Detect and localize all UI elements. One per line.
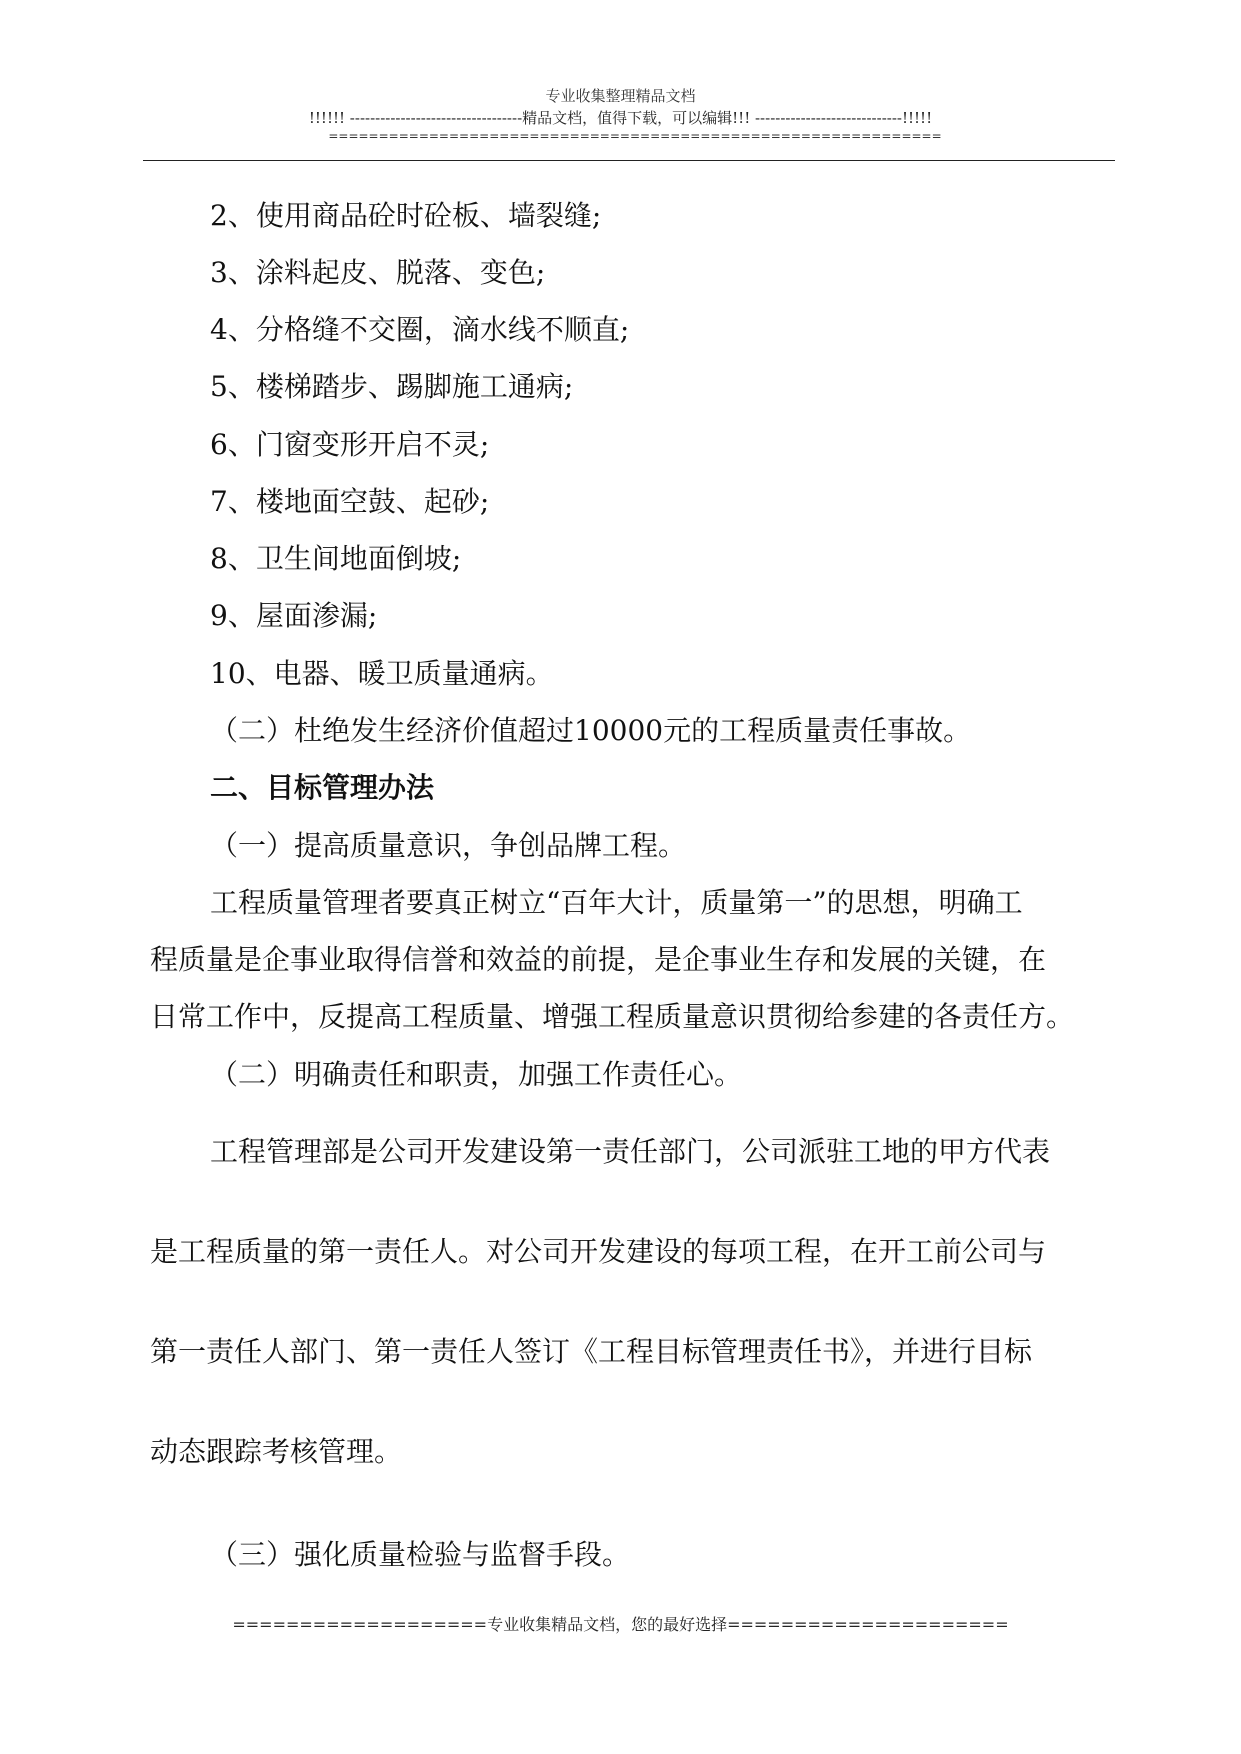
section-heading: 二、目标管理办法 [210,771,435,804]
paragraph-line: 是工程质量的第一责任人。对公司开发建设的每项工程，在开工前公司与 [150,1235,1047,1268]
paragraph-line: 程质量是企事业取得信誉和效益的前提，是企事业生存和发展的关键，在 [150,943,1047,976]
subsection-title: （三）强化质量检验与监督手段。 [210,1538,631,1571]
header-subtitle: !!!!!! ----------------------------------精品文档，值得下载，可以编辑!!! -----------------------------!!!!! [308,109,933,127]
paragraph-line: 第一责任人部门、第一责任人签订《工程目标管理责任书》，并进行目标 [150,1335,1033,1368]
paragraph-line: 工程质量管理者要真正树立“百年大计，质量第一”的思想，明确工 [210,886,1023,919]
subsection-title: （一）提高质量意识，争创品牌工程。 [210,829,687,862]
page-footer: ===================专业收集精品文档，您的最好选择===================== [232,1615,1009,1634]
list-item: 2、使用商品砼时砼板、墙裂缝; [210,199,602,232]
list-item: 10、电器、暖卫质量通病。 [210,657,554,690]
subsection-title: （二）杜绝发生经济价值超过10000元的工程质量责任事故。 [210,714,972,747]
header-title: 专业收集整理精品文档 [545,87,696,105]
paragraph-line: 动态跟踪考核管理。 [150,1435,403,1468]
list-item: 8、卫生间地面倒坡; [210,542,462,575]
list-item: 7、楼地面空鼓、起砂; [210,485,490,518]
subsection-title: （二）明确责任和职责，加强工作责任心。 [210,1058,743,1091]
header-divider-text: ============================================================= [328,129,942,143]
list-item: 6、门窗变形开启不灵; [210,428,490,461]
paragraph-line: 日常工作中，反提高工程质量、增强工程质量意识贯彻给参建的各责任方。 [150,1000,1075,1033]
list-item: 9、屋面渗漏; [210,599,378,632]
page-header [0,86,1241,144]
header-rule [143,160,1115,161]
list-item: 3、涂料起皮、脱落、变色; [210,256,546,289]
list-item: 5、楼梯踏步、踢脚施工通病; [210,370,574,403]
list-item: 4、分格缝不交圈，滴水线不顺直; [210,313,630,346]
paragraph-line: 工程管理部是公司开发建设第一责任部门，公司派驻工地的甲方代表 [210,1135,1051,1168]
